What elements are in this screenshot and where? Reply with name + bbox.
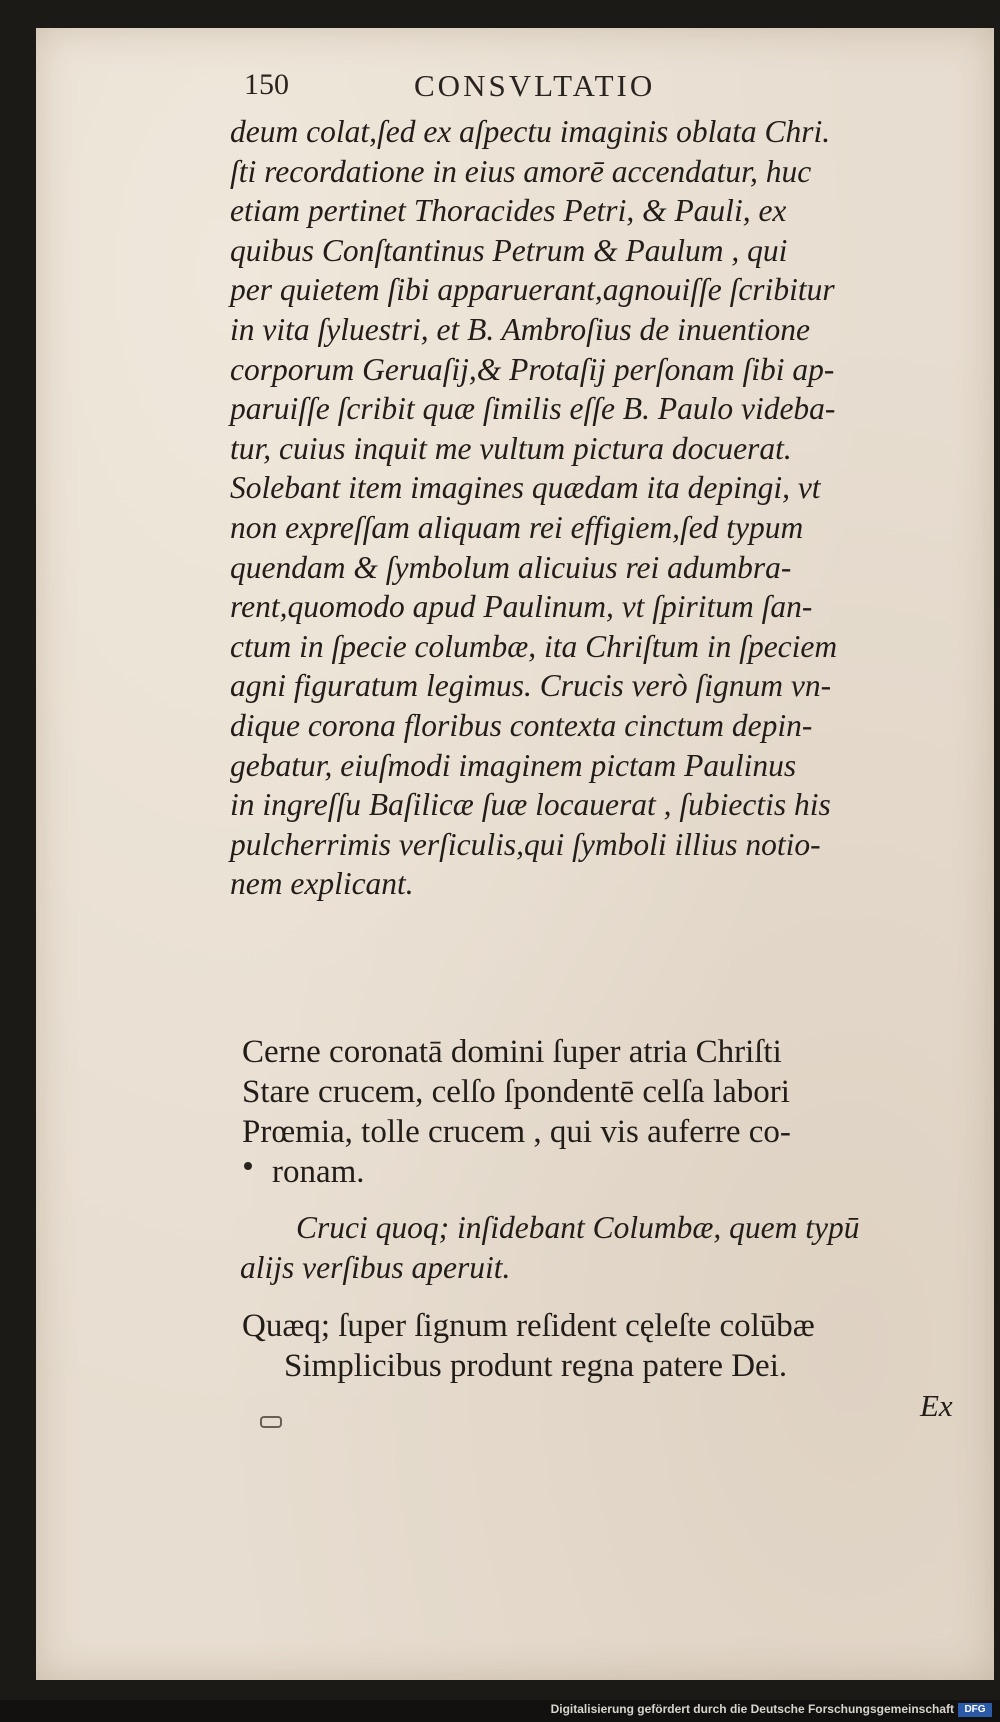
- body-line: quendam & ſymbolum alicuius rei adumbra-: [230, 549, 792, 585]
- margin-dot-mark: [244, 1162, 252, 1170]
- body-line: paruiſſe ſcribit quæ ſimilis eſſe B. Paulo videba-: [230, 391, 836, 427]
- verse-line: Prœmia, tolle crucem , qui vis auferre co-: [242, 1114, 791, 1150]
- running-head: CONSVLTATIO: [414, 68, 656, 103]
- body-line: ſti recordatione in eius amorē accendatur, huc: [230, 153, 812, 189]
- transition-line: alijs verſibus aperuit.: [240, 1250, 511, 1285]
- stray-ink-mark: [260, 1416, 282, 1428]
- dfg-logo: DFG: [958, 1703, 992, 1717]
- body-line: quibus Conſtantinus Petrum & Paulum , qui: [230, 232, 788, 268]
- body-text: [230, 112, 960, 904]
- body-line: non expreſſam aliquam rei effigiem,ſed typum: [230, 509, 804, 545]
- verse-block-two: [242, 1306, 962, 1386]
- body-line: nem explicant.: [230, 866, 414, 902]
- body-line: Solebant item imagines quædam ita depingi, vt: [230, 470, 821, 506]
- body-line: gebatur, eiuſmodi imaginem pictam Paulinus: [230, 747, 797, 783]
- body-line: corporum Geruaſij,& Protaſij perſonam ſibi ap-: [230, 351, 835, 387]
- body-line: deum colat,ſed ex aſpectu imaginis oblata Chri.: [230, 114, 831, 149]
- verse-line: Stare crucem, celſo ſpondentē celſa labori: [242, 1074, 790, 1110]
- body-line: in vita ſyluestri, et B. Ambroſius de inuentione: [230, 311, 811, 347]
- catchword: Ex: [920, 1388, 953, 1423]
- transition-text: [240, 1208, 960, 1288]
- verse-block-one: [242, 1032, 962, 1192]
- verse-line: Cerne coronatā domini ſuper atria Chriſti: [242, 1034, 782, 1070]
- body-line: in ingreſſu Baſilicæ ſuæ locauerat , ſubiectis his: [230, 787, 831, 823]
- page-header: [244, 68, 944, 112]
- body-line: rent,quomodo apud Paulinum, vt ſpiritum ſan-: [230, 589, 813, 625]
- body-line: agni figuratum legimus. Crucis verò ſignum vn-: [230, 668, 832, 704]
- verse-line: Quæq; ſuper ſignum reſident cęleſte colūbæ: [242, 1308, 815, 1344]
- verse-line: ronam.: [272, 1154, 365, 1190]
- funding-credit: Digitalisierung gefördert durch die Deutsche Forschungsgemeinschaft: [550, 1702, 954, 1716]
- page-number: 150: [244, 68, 289, 101]
- body-line: pulcherrimis verſiculis,qui ſymboli illius notio-: [230, 826, 821, 862]
- verse-line: Simplicibus produnt regna patere Dei.: [284, 1348, 788, 1384]
- body-line: ctum in ſpecie columbæ, ita Chriſtum in ſpeciem: [230, 628, 838, 664]
- body-line: per quietem ſibi apparuerant,agnouiſſe ſcribitur: [230, 272, 835, 308]
- body-line: etiam pertinet Thoracides Petri, & Pauli, ex: [230, 193, 787, 229]
- body-line: dique corona floribus contexta cinctum depin-: [230, 707, 813, 743]
- body-line: tur, cuius inquit me vultum pictura docuerat.: [230, 430, 792, 466]
- transition-line: Cruci quoq; inſidebant Columbæ, quem typū: [296, 1210, 860, 1245]
